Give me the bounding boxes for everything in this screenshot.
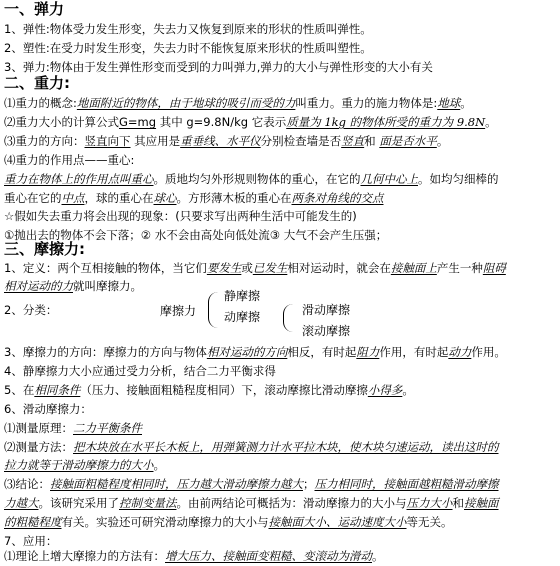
cog-end: 。如均匀细棒的 bbox=[418, 172, 499, 186]
application-increase bbox=[4, 547, 384, 566]
formula-mid: 其中 g=9.8N/kg 它表示 bbox=[159, 115, 287, 129]
direction-prefix: ⑶重力的方向： bbox=[4, 134, 85, 148]
direction-mid3: 和 bbox=[364, 134, 376, 148]
def-g: 产生一种 bbox=[436, 261, 483, 275]
concl2-surface: 接触面 bbox=[464, 496, 499, 510]
center-of-gravity-line2 bbox=[4, 189, 384, 208]
method-label: ⑵测量方法： bbox=[4, 440, 73, 454]
concl2-method: 控制变量法 bbox=[119, 496, 177, 510]
direction-app2: 竖直 bbox=[341, 134, 365, 148]
direction-app3: 面是否水平 bbox=[379, 134, 437, 148]
application-title: 7、应用： bbox=[4, 534, 58, 548]
cog2-ball-center: 球心 bbox=[153, 191, 177, 205]
gravity-formula bbox=[4, 113, 497, 132]
def-resist: 阻碍 bbox=[482, 261, 506, 275]
def-tend: 要发生 bbox=[206, 261, 242, 275]
tree-node-static: 静摩擦 bbox=[224, 289, 261, 303]
elastic-force-definition: 3、弹力:物体由于发生弹性形变而受到的力叫弹力,弹力的大小与弹性形变的大小有关 bbox=[4, 60, 433, 74]
sliding-friction-title: 6、滑动摩擦力： bbox=[4, 402, 92, 416]
tree-node-rolling: 滚动摩擦 bbox=[302, 324, 351, 338]
dir-g: 作用。 bbox=[471, 345, 506, 359]
cog-definition: 重力在物体上的作用点叫重心 bbox=[4, 172, 154, 186]
cog2-a: 重心在它的 bbox=[4, 191, 62, 205]
principle-value: 二力平衡条件 bbox=[73, 421, 142, 435]
concl-roughness: 压力相同时，接触面越粗糙滑动摩擦 bbox=[314, 477, 499, 491]
concl3-b: 有关。实验还可研究滑动摩擦力的大小与 bbox=[61, 515, 269, 529]
concept-source: 地球 bbox=[437, 96, 461, 110]
formula-meaning: 质量为 1kg 的物体所受的重力为 9.8N bbox=[286, 115, 486, 129]
concl2-and: 和 bbox=[452, 496, 464, 510]
cmp-much-smaller: 小得多 bbox=[367, 383, 403, 397]
elasticity-definition: 1、弹性:物体受力发生形变，失去力又恢复到原来的形状的性质叫弹性。 bbox=[4, 22, 372, 36]
apply-methods: 增大压力、接触面变粗糙、变滚动为滑动 bbox=[165, 549, 372, 563]
center-of-gravity-line1 bbox=[4, 170, 499, 189]
measure-method-line1 bbox=[4, 438, 499, 457]
friction-classification-label: 2、分类： bbox=[4, 303, 58, 317]
tree-node-sliding: 滑动摩擦 bbox=[302, 303, 351, 317]
formula-equation: G=mg bbox=[119, 115, 157, 129]
direction-value: 竖直向下 bbox=[84, 134, 131, 148]
tree-brace-1 bbox=[208, 292, 219, 328]
concl-sep: ； bbox=[303, 477, 315, 491]
cmp-a: 5、在 bbox=[4, 383, 35, 397]
concl3-roughness: 的粗糙程度 bbox=[4, 515, 62, 529]
cmp-e: 。 bbox=[402, 383, 414, 397]
formula-prefix: ⑵重力大小的计算公式 bbox=[4, 115, 119, 129]
gravity-concept bbox=[4, 94, 472, 113]
friction-definition-line2 bbox=[4, 277, 142, 296]
tree-brace-2 bbox=[283, 304, 294, 332]
apply-label: ⑴理论上增大摩擦力的方法有： bbox=[4, 549, 165, 563]
def-a: 1、定义：两个互相接触的物体，当它们 bbox=[4, 261, 207, 275]
center-of-gravity-title: ⑷重力的作用点——重心: bbox=[4, 153, 135, 167]
direction-mid2: 分别检查墙是否 bbox=[260, 134, 342, 148]
apply-end: 。 bbox=[372, 549, 384, 563]
tree-root-friction: 摩擦力 bbox=[160, 304, 197, 318]
dir-e: 作用，有时起 bbox=[379, 345, 449, 359]
dir-driving: 动力 bbox=[448, 345, 472, 359]
measure-principle bbox=[4, 419, 142, 438]
cog2-c: ，球的重心在 bbox=[84, 191, 154, 205]
def-e: 相对运动时，就会在 bbox=[287, 261, 391, 275]
concl2-d: 。由前两结论可概括为：滑动摩擦力的大小与 bbox=[176, 496, 407, 510]
cog-mid: 。质地均匀外形规则物体的重心，在它的 bbox=[153, 172, 361, 186]
section-title-gravity: 二、重力: bbox=[4, 74, 70, 92]
conclusion-line1 bbox=[4, 475, 499, 494]
cmp-same-condition: 相同条件 bbox=[34, 383, 81, 397]
principle-label: ⑴测量原理： bbox=[4, 421, 73, 435]
def-c: 或 bbox=[241, 261, 253, 275]
direction-end: 。 bbox=[436, 134, 449, 148]
method-text: 把木块放在水平长木板上，用弹簧测力计水平拉木块，使木块匀速运动，读出这时的 bbox=[73, 440, 499, 454]
concl2-b: 。该研究采用了 bbox=[38, 496, 119, 510]
dir-c: 相反，有时起 bbox=[287, 345, 357, 359]
static-friction-size: 4、静摩擦力大小应通过受力分析，结合二力平衡求得 bbox=[4, 364, 276, 378]
cog-geometric-center: 几何中心上 bbox=[360, 172, 418, 186]
method2-end: 。 bbox=[153, 458, 165, 472]
cmp-c: （压力、接触面粗糙程度相同）下，滚动摩擦比滑动摩擦 bbox=[80, 383, 368, 397]
concl2-pressure: 压力大小 bbox=[406, 496, 453, 510]
formula-end: 。 bbox=[485, 115, 497, 129]
def-occur: 已发生 bbox=[252, 261, 288, 275]
concept-mid: 叫重力。重力的施力物体是: bbox=[295, 96, 438, 110]
imagine-no-gravity: ☆假如失去重力将会出现的现象：(只要求写出两种生活中可能发生的) bbox=[4, 209, 357, 223]
method2-text: 拉力就等于滑动摩擦力的大小 bbox=[4, 458, 154, 472]
direction-app1: 重垂线、水平仪 bbox=[180, 134, 261, 148]
direction-mid: 其应用是 bbox=[134, 134, 181, 148]
cog2-diagonal: 两条对角线的交点 bbox=[291, 191, 384, 205]
concl3-d: 等无关。 bbox=[406, 515, 453, 529]
measure-method-line2 bbox=[4, 456, 165, 475]
concl2-a: 力越大 bbox=[4, 496, 39, 510]
friction-definition-line1 bbox=[4, 259, 506, 278]
cog2-midpoint: 中点 bbox=[61, 191, 85, 205]
concept-prefix: ⑴重力的概念: bbox=[4, 96, 77, 110]
dir-a: 3、摩擦力的方向：摩擦力的方向与物体 bbox=[4, 345, 207, 359]
def2-end: 就叫摩擦力。 bbox=[73, 279, 142, 293]
conclusion-line2 bbox=[4, 494, 499, 513]
rolling-vs-sliding bbox=[4, 381, 414, 400]
friction-direction bbox=[4, 343, 506, 362]
cog2-e: 。方形薄木板的重心在 bbox=[176, 191, 292, 205]
section-title-friction: 三、摩擦力: bbox=[4, 240, 85, 258]
plasticity-definition: 2、塑性:在受力时发生形变，失去力时不能恢复原来形状的性质叫塑性。 bbox=[4, 41, 372, 55]
concl-pressure: 接触面粗糙程度相同时，压力越大滑动摩擦力越大 bbox=[50, 477, 303, 491]
gravity-direction bbox=[4, 132, 448, 151]
dir-resistance: 阻力 bbox=[356, 345, 380, 359]
dir-relative-motion: 相对运动的方向 bbox=[206, 345, 288, 359]
concept-definition: 地面附近的物体，由于地球的吸引而受的力 bbox=[76, 96, 296, 110]
concl-label: ⑶结论： bbox=[4, 477, 50, 491]
def2-relative-motion: 相对运动的力 bbox=[4, 279, 73, 293]
concl3-unrelated: 接触面大小、运动速度大小 bbox=[268, 515, 407, 529]
tree-node-dynamic: 动摩擦 bbox=[224, 310, 261, 324]
def-contact-surface: 接触面上 bbox=[390, 261, 437, 275]
conclusion-line3 bbox=[4, 513, 453, 532]
concept-end: 。 bbox=[460, 96, 472, 110]
section-title-elastic-force: 一、弹力 bbox=[4, 0, 65, 18]
imagine-examples: ①抛出去的物体不会下落；② 水不会由高处向低处流③ 大气不会产生压强； bbox=[4, 228, 388, 242]
